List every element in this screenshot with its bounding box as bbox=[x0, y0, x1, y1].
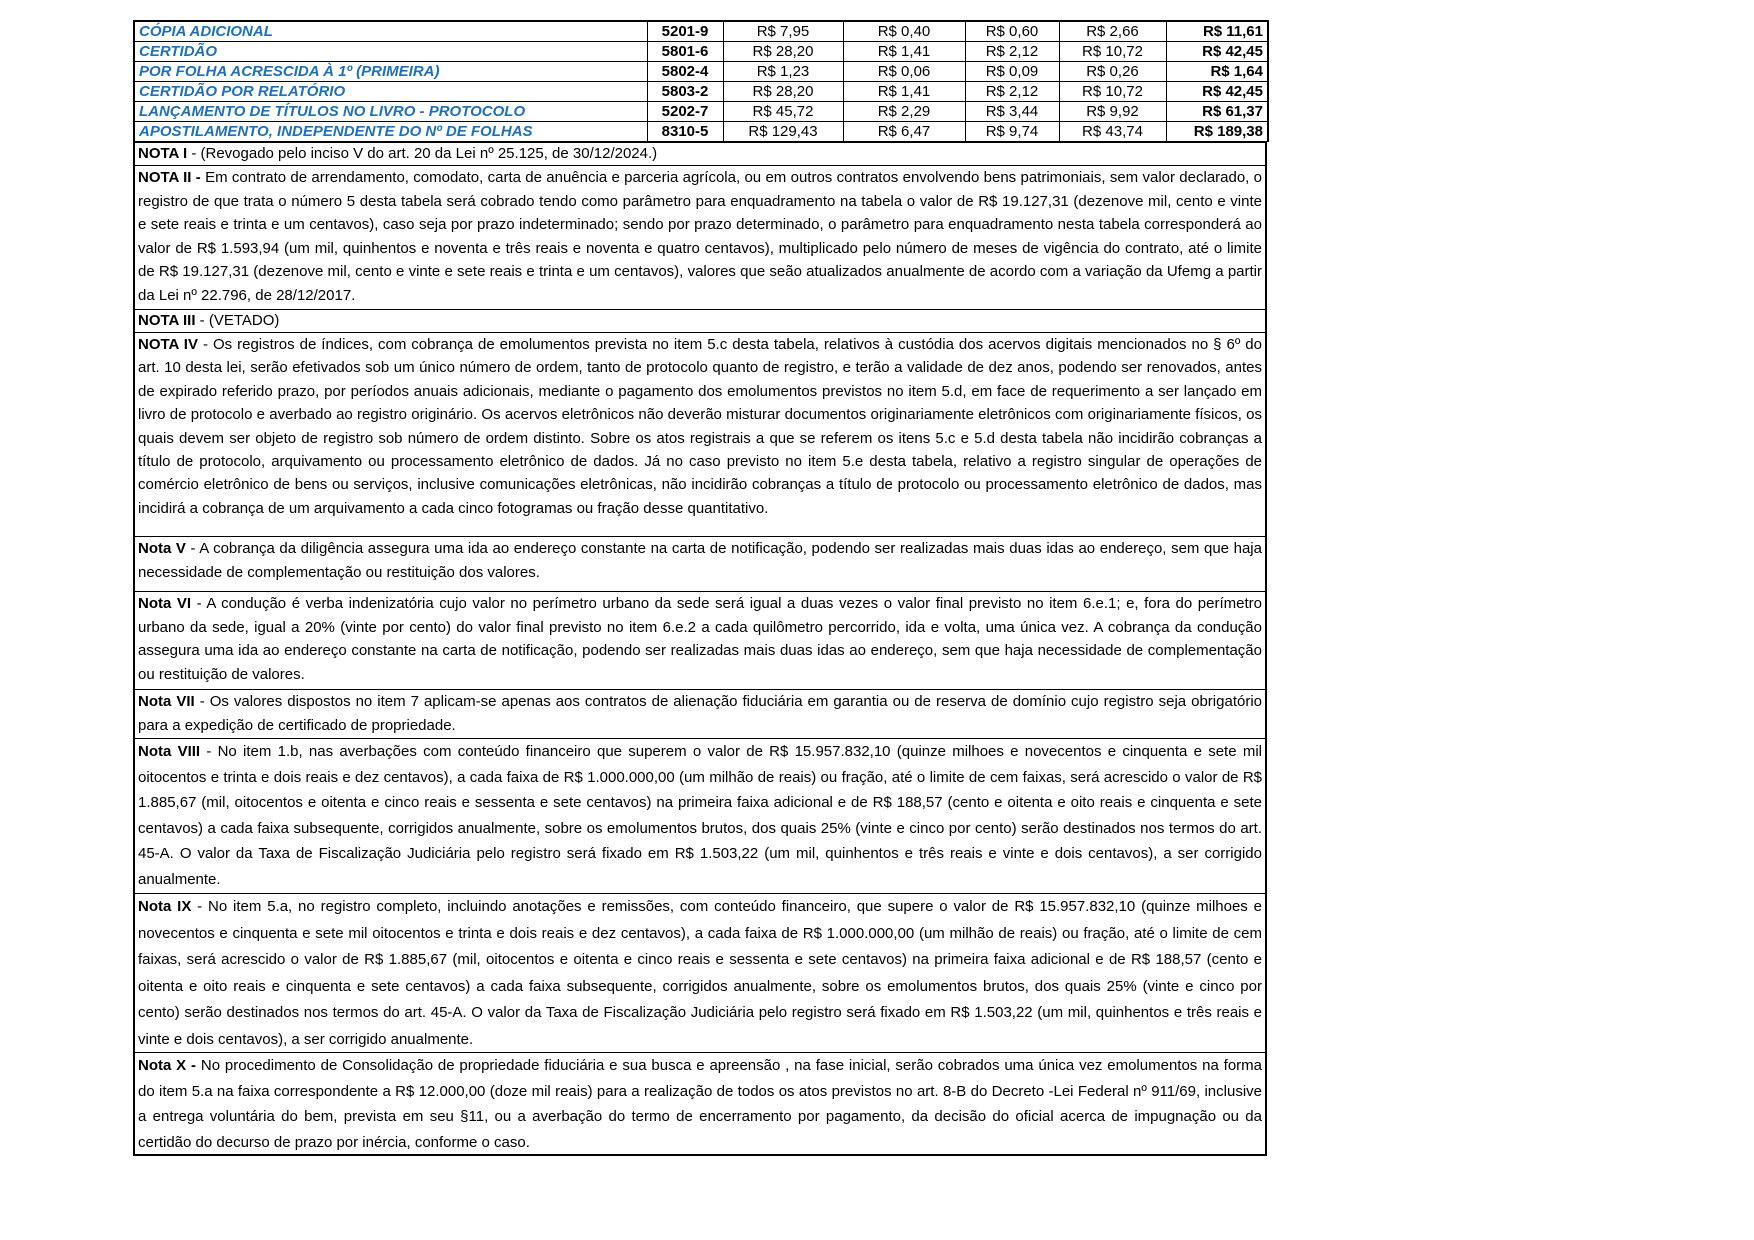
row-code: 5202-7 bbox=[647, 102, 723, 122]
note-text: Em contrato de arrendamento, comodato, carta de anuência e parceria agrícola, ou em outros contratos envolvendo bens patrimoniais, sem valor declarado, o registro de que trata o número 5 desta tabela será cobrado tendo como parâmetro para enquadramento na tabela o valor de R$ 19.127,31 (dezenove mil, cento e vinte e sete reais e trinta e um centavos), caso seja por prazo indeterminado; sendo por prazo determinado, o parâmetro para enquadramento nesta tabela corresponderá ao valor de R$ 1.593,94 (um mil, quinhentos e noventa e três reais e noventa e quatro centavos), multiplicado pelo número de meses de vigência do contrato, até o limite de R$ 19.127,31 (dezenove mil, cento e vinte e sete reais e trinta e um centavos), valores que seão atualizados anualmente de acordo com a variação da Ufemg a partir da Lei nº 22.796, de 28/12/2017. bbox=[138, 169, 1262, 304]
note-label: Nota VIII bbox=[138, 743, 201, 760]
row-total: R$ 61,37 bbox=[1166, 102, 1268, 122]
note-text: - Os valores dispostos no item 7 aplicam-se apenas aos contratos de alienação fiduciária em garantia ou de reserva de domínio cujo registro seja obrigatório para a expedição de certificado de propriedade. bbox=[138, 693, 1262, 734]
note-text: No procedimento de Consolidação de propriedade fiduciária e sua busca e apreensão , na fase inicial, serão cobrados uma única vez emolumentos na forma do item 5.a na faixa correspondente a R$ 12.000,00 (doze mil reais) para a realização de todos os atos previstos no art. 8-B do Decreto -Lei Federal nº 911/69, inclusive a entrega voluntária do bem, prevista em seu §11, ou a averbação do termo de encerramento por pagamento, da decisão do oficial acerca de impugnação ou da certidão do decurso de prazo por inércia, conforme o caso. bbox=[138, 1057, 1263, 1151]
note-text: - (VETADO) bbox=[195, 312, 280, 329]
note-label: Nota V bbox=[138, 540, 186, 557]
row-value-3: R$ 3,44 bbox=[965, 102, 1059, 122]
note-6 bbox=[135, 591, 1265, 689]
note-text: - (Revogado pelo inciso V do art. 20 da Lei nº 25.125, de 30/12/2024.) bbox=[187, 145, 658, 162]
note-1 bbox=[135, 142, 1265, 165]
table-row bbox=[134, 122, 1268, 142]
row-description: POR FOLHA ACRESCIDA À 1º (PRIMEIRA) bbox=[134, 62, 647, 82]
note-label: Nota VII bbox=[138, 693, 195, 710]
row-value-4: R$ 2,66 bbox=[1059, 21, 1166, 42]
row-emolumento: R$ 1,23 bbox=[723, 62, 843, 82]
note-label: Nota IX bbox=[138, 898, 192, 915]
note-label: Nota VI bbox=[138, 595, 192, 612]
row-total: R$ 42,45 bbox=[1166, 42, 1268, 62]
row-value-4: R$ 9,92 bbox=[1059, 102, 1166, 122]
row-value-3: R$ 2,12 bbox=[965, 82, 1059, 102]
row-description: CÓPIA ADICIONAL bbox=[134, 21, 647, 42]
note-text: - Os registros de índices, com cobrança de emolumentos prevista no item 5.c desta tabela, relativos à custódia dos acervos digitais mencionados no § 6º do art. 10 desta lei, serão efetivados sob um único número de ordem, tanto de protocolo quanto de registro, e terão a validade de dez anos, podendo ser renovados, antes de expirado referido prazo, por períodos anuais adicionais, mediante o pagamento dos emolumentos previstos no item 5.d, em face de requerimento a ser lançado em livro de protocolo e averbado ao registro originário. Os acervos eletrônicos não deverão misturar documentos originariamente eletrônicos com originariamente físicos, os quais devem ser objeto de registro sob número de ordem distinto. Sobre os atos registrais a que se referem os itens 5.c e 5.d desta tabela não incidirão cobranças a título de protocolo, arquivamento ou processamento eletrônico de dados. Já no caso previsto no item 5.e desta tabela, relativo a registro singular de operações de comércio eletrônico de bens ou serviços, inclusive comunicações eletrônicas, não incidirão cobranças a título de protocolo ou processamento eletrônico de dados, mas incidirá a cobrança de um arquivamento a cada cinco fotogramas ou fração desse quantitativo. bbox=[138, 336, 1262, 517]
row-total: R$ 11,61 bbox=[1166, 21, 1268, 42]
note-5 bbox=[135, 536, 1265, 591]
row-value-2: R$ 6,47 bbox=[843, 122, 965, 142]
note-label: NOTA II - bbox=[138, 169, 201, 186]
note-7 bbox=[135, 689, 1265, 738]
row-value-3: R$ 9,74 bbox=[965, 122, 1059, 142]
row-value-2: R$ 0,40 bbox=[843, 21, 965, 42]
row-value-3: R$ 2,12 bbox=[965, 42, 1059, 62]
row-code: 5803-2 bbox=[647, 82, 723, 102]
table-row bbox=[134, 102, 1268, 122]
note-label: NOTA IV bbox=[138, 336, 198, 353]
note-4 bbox=[135, 332, 1265, 536]
row-description: LANÇAMENTO DE TÍTULOS NO LIVRO - PROTOCOLO bbox=[134, 102, 647, 122]
row-value-3: R$ 0,60 bbox=[965, 21, 1059, 42]
table-row bbox=[134, 82, 1268, 102]
note-8 bbox=[135, 738, 1265, 893]
row-value-2: R$ 0,06 bbox=[843, 62, 965, 82]
row-emolumento: R$ 7,95 bbox=[723, 21, 843, 42]
note-label: Nota X - bbox=[138, 1057, 197, 1074]
row-description: CERTIDÃO bbox=[134, 42, 647, 62]
row-total: R$ 42,45 bbox=[1166, 82, 1268, 102]
fee-schedule-sheet bbox=[133, 20, 1267, 1156]
row-value-4: R$ 10,72 bbox=[1059, 82, 1166, 102]
table-row bbox=[134, 21, 1268, 42]
row-code: 5801-6 bbox=[647, 42, 723, 62]
row-emolumento: R$ 129,43 bbox=[723, 122, 843, 142]
row-code: 8310-5 bbox=[647, 122, 723, 142]
row-value-4: R$ 43,74 bbox=[1059, 122, 1166, 142]
note-text: - A condução é verba indenizatória cujo valor no perímetro urbano da sede será igual a duas vezes o valor final previsto no item 6.e.1; e, fora do perímetro urbano da sede, igual a 20% (vinte por cento) do valor final previsto no item 6.e.2 a cada quilômetro percorrido, ida e volta, uma única vez. A cobrança da condução assegura uma ida ao endereço constante na carta de notificação, podendo ser realizadas mais duas idas ao endereço, sem que haja necessidade de complementação ou restituição de valores. bbox=[138, 595, 1262, 683]
row-emolumento: R$ 28,20 bbox=[723, 42, 843, 62]
row-total: R$ 1,64 bbox=[1166, 62, 1268, 82]
fee-table bbox=[133, 20, 1269, 142]
note-label: NOTA I bbox=[138, 145, 188, 162]
note-label: NOTA III bbox=[138, 312, 196, 329]
row-code: 5802-4 bbox=[647, 62, 723, 82]
row-value-2: R$ 1,41 bbox=[843, 42, 965, 62]
note-3 bbox=[135, 309, 1265, 332]
row-emolumento: R$ 28,20 bbox=[723, 82, 843, 102]
table-row bbox=[134, 62, 1268, 82]
notes-section bbox=[133, 142, 1267, 1156]
row-value-2: R$ 2,29 bbox=[843, 102, 965, 122]
row-value-2: R$ 1,41 bbox=[843, 82, 965, 102]
table-row bbox=[134, 42, 1268, 62]
note-text: - A cobrança da diligência assegura uma ida ao endereço constante na carta de notificação, podendo ser realizadas mais duas idas ao endereço, sem que haja necessidade de complementação ou restituição dos valores. bbox=[138, 540, 1262, 581]
row-emolumento: R$ 45,72 bbox=[723, 102, 843, 122]
row-description: CERTIDÃO POR RELATÓRIO bbox=[134, 82, 647, 102]
row-code: 5201-9 bbox=[647, 21, 723, 42]
note-9 bbox=[135, 893, 1265, 1052]
row-value-4: R$ 0,26 bbox=[1059, 62, 1166, 82]
row-total: R$ 189,38 bbox=[1166, 122, 1268, 142]
row-description: APOSTILAMENTO, INDEPENDENTE DO Nº DE FOLHAS bbox=[134, 122, 647, 142]
note-text: - No item 5.a, no registro completo, incluindo anotações e remissões, com conteúdo financeiro, que supere o valor de R$ 15.957.832,10 (quinze milhoes e novecentos e cinquenta e sete mil oitocentos e trinta e dois reais e dez centavos), a cada faixa de R$ 1.000.000,00 (um milhão de reais) ou fração, até o limite de cem faixas, será acrescido o valor de R$ 1.885,67 (mil, oitocentos e oitenta e cinco reais e sessenta e sete centavos) na primeira faixa adicional e de R$ 188,57 (cento e oitenta e oito reais e cinquenta e sete centavos) a cada faixa subsequente, corrigidos anualmente, sobre os emolumentos brutos, dos quais 25% (vinte e cinco por cento) serão destinados nos termos do art. 45-A. O valor da Taxa de Fiscalização Judiciária pelo registro será fixado em R$ 1.503,22 (um mil, quinhentos e três reais e vinte e dois centavos), a ser corrigido anualmente. bbox=[138, 898, 1262, 1048]
note-10 bbox=[135, 1052, 1265, 1154]
note-text: - No item 1.b, nas averbações com conteúdo financeiro que superem o valor de R$ 15.957.832,10 (quinze milhoes e novecentos e cinquenta e sete mil oitocentos e trinta e dois reais e dez centavos), a cada faixa de R$ 1.000.000,00 (um milhão de reais) ou fração, até o limite de cem faixas, será acrescido o valor de R$ 1.885,67 (mil, oitocentos e oitenta e cinco reais e sessenta e sete centavos) na primeira faixa adicional e de R$ 188,57 (cento e oitenta e oito reais e cinquenta e sete centavos) a cada faixa subsequente, corrigidos anualmente, sobre os emolumentos brutos, dos quais 25% (vinte e cinco por cento) serão destinados nos termos do art. 45-A. O valor da Taxa de Fiscalização Judiciária pelo registro será fixado em R$ 1.503,22 (um mil, quinhentos e três reais e vinte e dois centavos), a ser corrigido anualmente. bbox=[138, 743, 1262, 888]
note-2 bbox=[135, 165, 1265, 309]
row-value-4: R$ 10,72 bbox=[1059, 42, 1166, 62]
row-value-3: R$ 0,09 bbox=[965, 62, 1059, 82]
